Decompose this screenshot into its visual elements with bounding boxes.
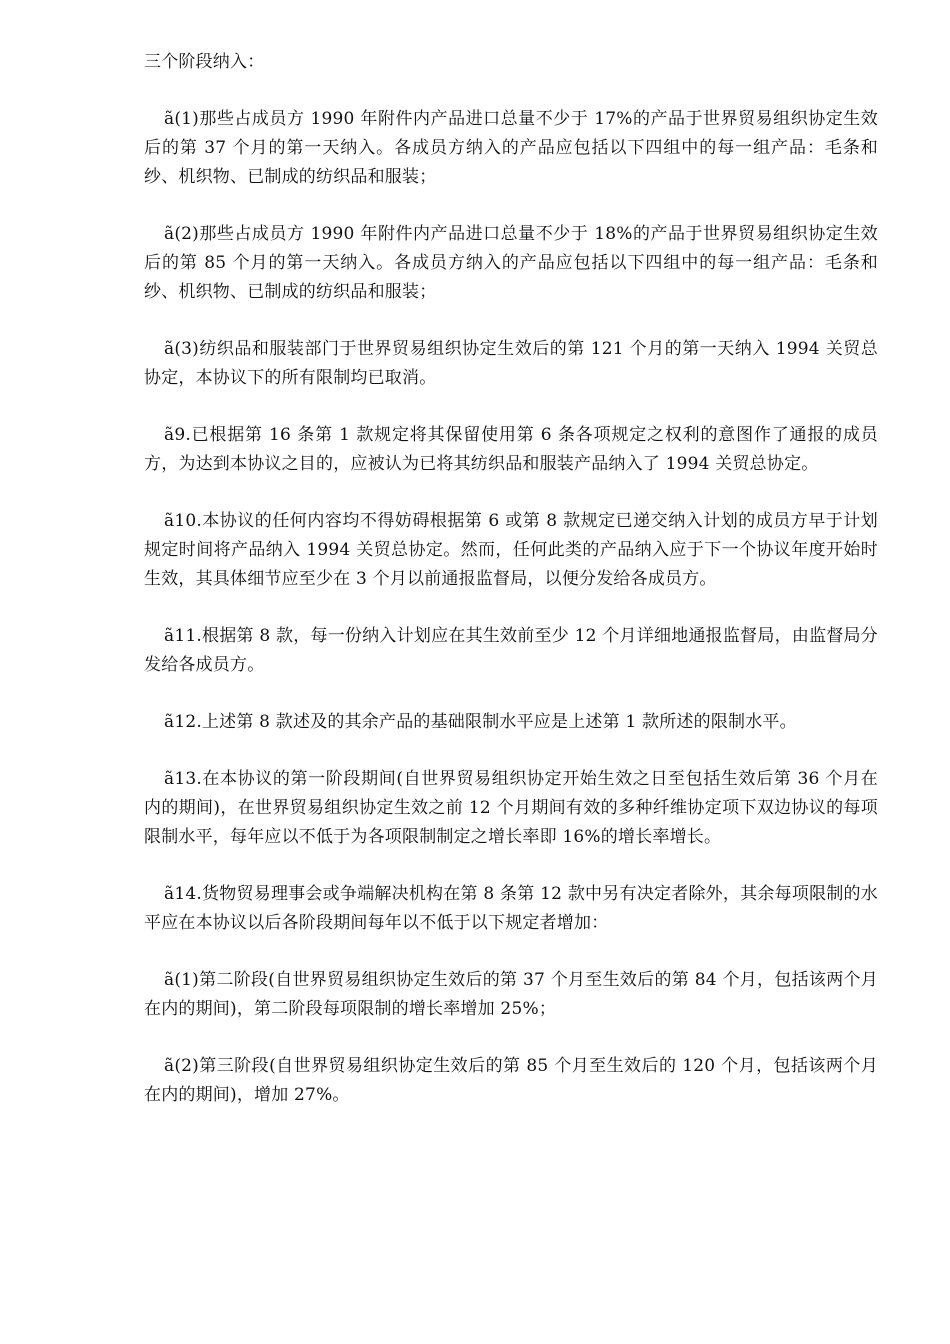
- paragraph-intro: 三个阶段纳入：: [144, 52, 265, 72]
- paragraph-item-1: ã(1)那些占成员方 1990 年附件内产品进口总量不少于 17%的产品于世界贸易组织协定生效后的第 37 个月的第一天纳入。各成员方纳入的产品应包括以下四组中的每一组产品：毛条和纱、机织物、已制成的纺织品和服装；: [144, 109, 878, 187]
- paragraph-clause-12: ã12.上述第 8 款述及的其余产品的基础限制水平应是上述第 1 款所述的限制水平。: [164, 712, 797, 732]
- paragraph-clause-9: ã9.已根据第 16 条第 1 款规定将其保留使用第 6 条各项规定之权利的意图作了通报的成员方，为达到本协议之目的，应被认为已将其纺织品和服装产品纳入了 1994 关贸总协定。: [144, 425, 878, 474]
- paragraph-stage-2: ã(1)第二阶段(自世界贸易组织协定生效后的第 37 个月至生效后的第 84 个月，包括该两个月在内的期间)，第二阶段每项限制的增长率增加 25%；: [144, 970, 878, 1019]
- paragraph-stage-3: ã(2)第三阶段(自世界贸易组织协定生效后的第 85 个月至生效后的 120 个月，包括该两个月在内的期间)，增加 27%。: [144, 1056, 878, 1105]
- paragraph-clause-13: ã13.在本协议的第一阶段期间(自世界贸易组织协定开始生效之日至包括生效后第 36 个月在内的期间)，在世界贸易组织协定生效之前 12 个月期间有效的多种纤维协定项下双边协议的每项限制水平，每年应以不低于为各项限制制定之增长率即 16%的增长率增长。: [144, 769, 878, 847]
- paragraph-clause-10: ã10.本协议的任何内容均不得妨碍根据第 6 或第 8 款规定已递交纳入计划的成员方早于计划规定时间将产品纳入 1994 关贸总协定。然而，任何此类的产品纳入应于下一个协议年度开始时生效，其具体细节应至少在 3 个月以前通报监督局，以便分发给各成员方。: [144, 511, 878, 589]
- paragraph-clause-14: ã14.货物贸易理事会或争端解决机构在第 8 条第 12 款中另有决定者除外，其余每项限制的水平应在本协议以后各阶段期间每年以不低于以下规定者增加：: [144, 884, 878, 933]
- paragraph-clause-11: ã11.根据第 8 款，每一份纳入计划应在其生效前至少 12 个月详细地通报监督局，由监督局分发给各成员方。: [144, 626, 878, 675]
- paragraph-item-3: ã(3)纺织品和服装部门于世界贸易组织协定生效后的第 121 个月的第一天纳入 1994 关贸总协定，本协议下的所有限制均已取消。: [144, 339, 878, 388]
- document-body: [144, 48, 878, 1138]
- paragraph-item-2: ã(2)那些占成员方 1990 年附件内产品进口总量不少于 18%的产品于世界贸易组织协定生效后的第 85 个月的第一天纳入。各成员方纳入的产品应包括以下四组中的每一组产品：毛条和纱、机织物、已制成的纺织品和服装；: [144, 224, 878, 302]
